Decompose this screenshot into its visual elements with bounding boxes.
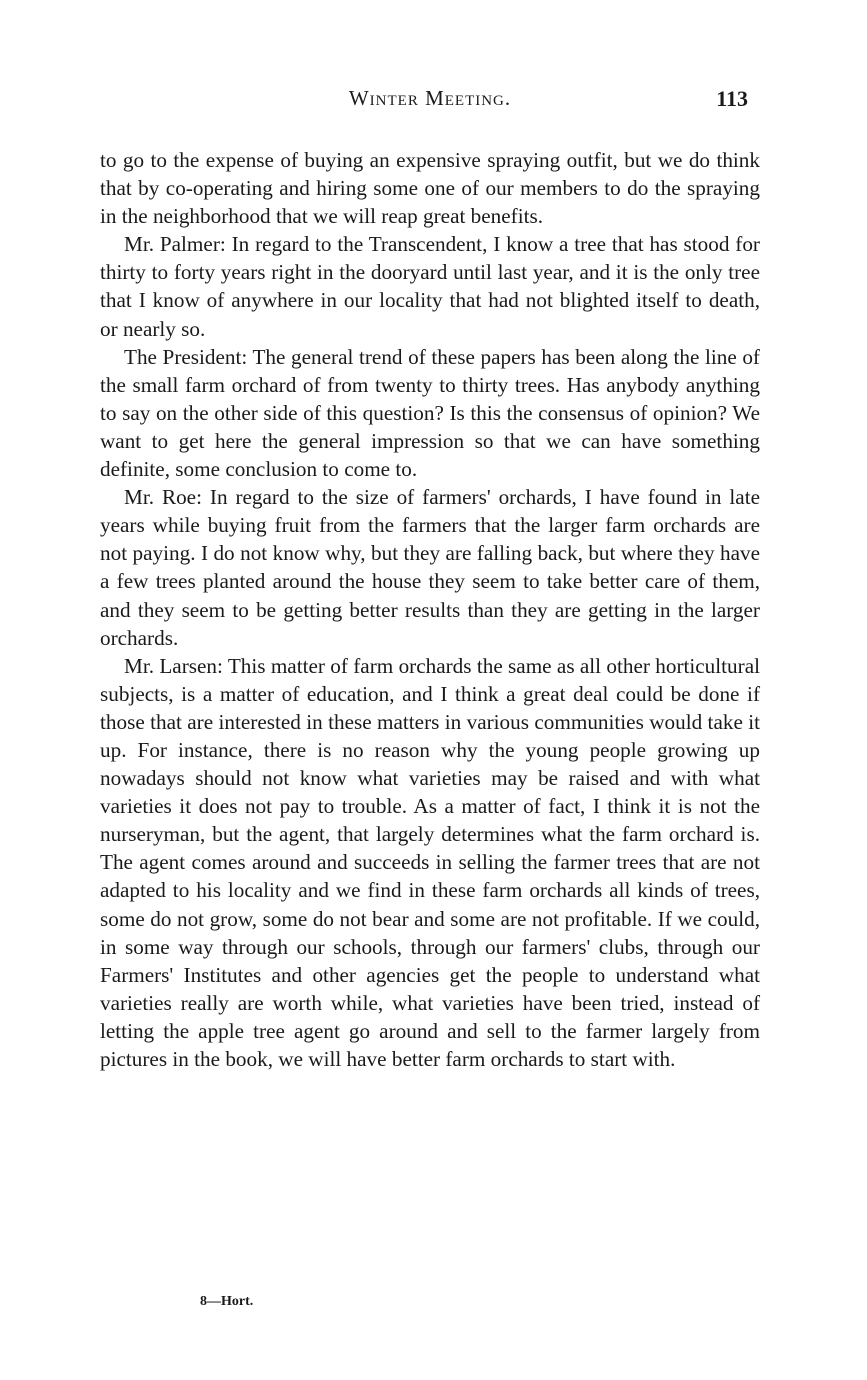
paragraph-president: The President: The general trend of these papers has been along the line of the small farm orchard of from twenty to thirty trees. Has anybody anything to say on the other side of this question? Is this the consensus of opinion? We want to get here the general impression so that we can have something definite, some conclusion to come to. bbox=[100, 344, 760, 482]
paragraph-palmer: Mr. Palmer: In regard to the Transcendent, I know a tree that has stood for thirty to forty years right in the dooryard until last year, and it is the only tree that I know of anywhere in our locality that had not blighted itself to death, or nearly so. bbox=[100, 232, 760, 341]
body-text bbox=[100, 146, 760, 1073]
running-head: Winter Meeting. bbox=[348, 86, 512, 110]
signature-mark: 8—Hort. bbox=[200, 1294, 254, 1309]
page-number: 113 bbox=[716, 86, 748, 111]
paragraph-roe: Mr. Roe: In regard to the size of farmers' orchards, I have found in late years while buying fruit from the farmers that the larger farm orchards are not paying. I do not know why, but they are falling back, but where they have a few trees planted around the house they seem to take better care of them, and they seem to be getting better results than they are getting in the larger orchards. bbox=[100, 485, 760, 650]
page-header bbox=[100, 86, 760, 120]
paragraph-larsen: Mr. Larsen: This matter of farm orchards the same as all other horticultural subjects, is a matter of education, and I think a great deal could be done if those that are interested in these matters in various communities would take it up. For instance, there is no reason why the young people growing up nowadays should not know what varieties may be raised and with what varieties it does not pay to trouble. As a matter of fact, I think it is not the nurseryman, but the agent, that largely determines what the farm orchard is. The agent comes around and succeeds in selling the farmer trees that are not adapted to his locality and we find in these farm orchards all kinds of trees, some do not grow, some do not bear and some are not profitable. If we could, in some way through our schools, through our farmers' clubs, through our Farmers' Institutes and other agencies get the people to understand what varieties really are worth while, what varieties have been tried, instead of letting the apple tree agent go around and sell to the farmer largely from pictures in the book, we will have better farm orchards to start with. bbox=[100, 653, 760, 1071]
paragraph-continued: to go to the expense of buying an expensive spraying outfit, but we do think that by co-operating and hiring some one of our members to do the spraying in the neighborhood that we will reap great benefits. bbox=[100, 148, 760, 229]
